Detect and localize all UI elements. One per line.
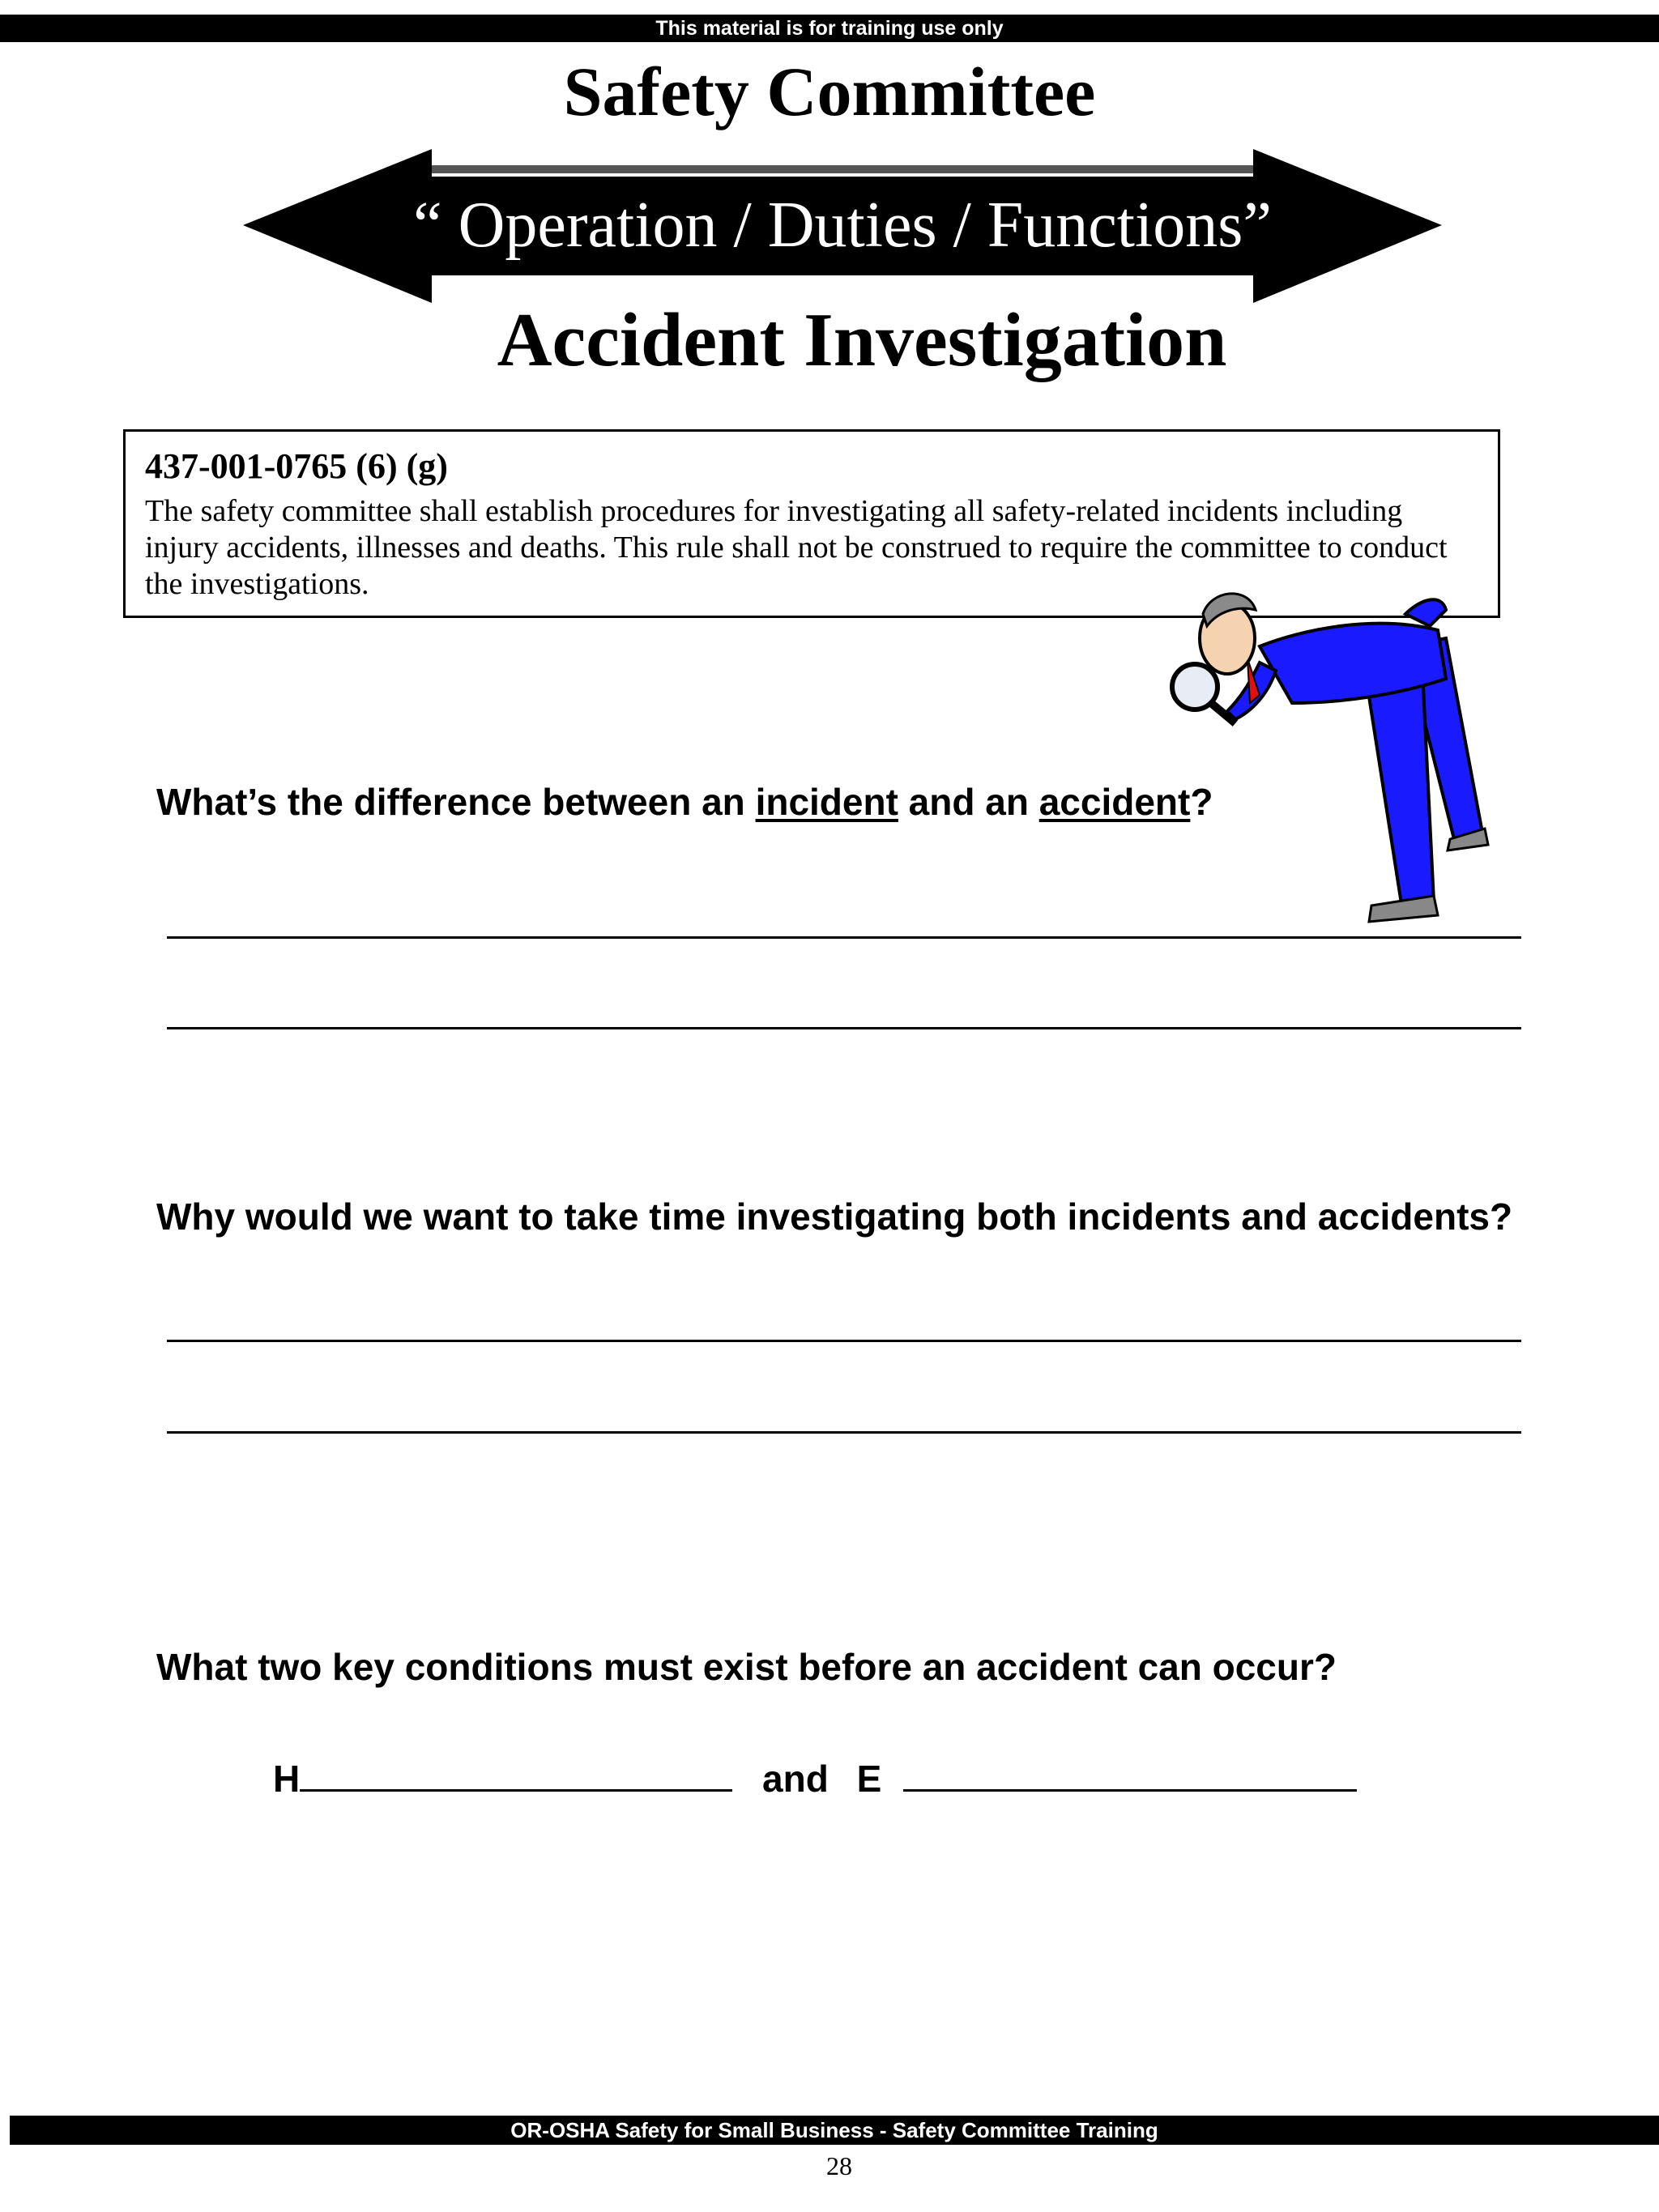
h-blank[interactable] (300, 1789, 732, 1792)
section-subtitle: Accident Investigation (497, 298, 1227, 382)
question-incident-vs-accident (156, 779, 1213, 825)
answer-line-3[interactable] (167, 1340, 1521, 1342)
e-letter: E (856, 1758, 882, 1800)
h-letter: H (273, 1758, 301, 1800)
question-key-conditions: What two key conditions must exist before an accident can occur? (156, 1646, 1337, 1688)
rule-text: The safety committee shall establish procedures for investigating all safety-related incidents including injury accidents, illnesses and deaths. This rule shall not be construed to require the committee to conduct the investigations. (145, 494, 1448, 601)
question-1-prefix: What’s the difference between an (156, 781, 756, 823)
operation-duties-functions-label: “ Operation / Duties / Functions” (413, 190, 1272, 261)
double-arrow-banner (243, 144, 1442, 314)
question-1-middle: and an (898, 781, 1039, 823)
and-label: and (762, 1758, 829, 1800)
page-title: Safety Committee (563, 53, 1096, 130)
answer-line-4[interactable] (167, 1431, 1521, 1434)
answer-line-2[interactable] (167, 1027, 1521, 1029)
hazard-exposure-fill-in (273, 1756, 1357, 1805)
rule-number: 437-001-0765 (6) (g) (145, 446, 448, 486)
page-number: 28 (826, 2151, 852, 2180)
question-why-investigate: Why would we want to take time investigating both incidents and accidents? (156, 1196, 1513, 1238)
investigator-with-magnifying-glass-icon (1162, 582, 1503, 938)
term-incident: incident (755, 781, 898, 823)
answer-line-1[interactable] (167, 936, 1521, 939)
footer-banner: OR-OSHA Safety for Small Business - Safety Committee Training (10, 2116, 1659, 2145)
investigator-figure (1162, 582, 1503, 938)
e-blank[interactable] (903, 1789, 1357, 1792)
training-use-banner: This material is for training use only (0, 15, 1659, 42)
question-1-suffix: ? (1190, 781, 1213, 823)
term-accident: accident (1038, 781, 1191, 823)
